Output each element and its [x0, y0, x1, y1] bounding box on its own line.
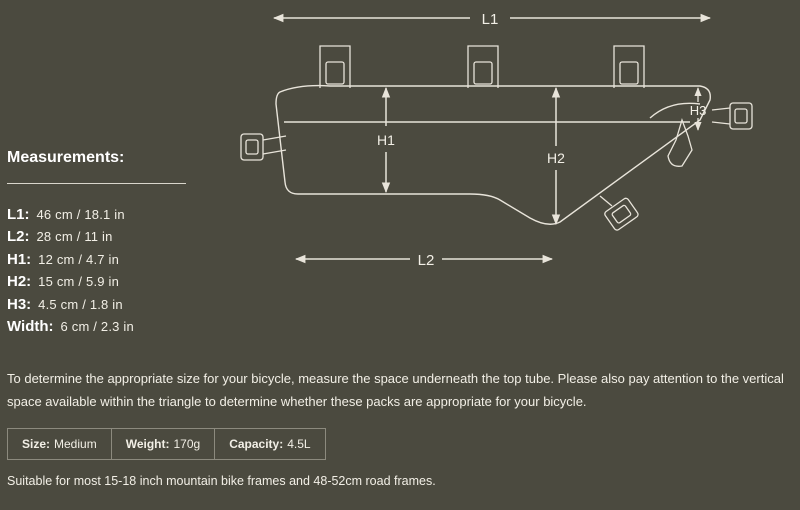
measurement-value: 6 cm / 2.3 in — [60, 319, 134, 335]
measurement-label: H2: — [7, 273, 32, 291]
h3-dimension — [690, 88, 707, 130]
measurement-value: 28 cm / 11 in — [36, 229, 113, 245]
l1-dimension — [274, 11, 710, 28]
spec-value: 4.5L — [287, 437, 311, 451]
measurement-label: H1: — [7, 250, 32, 268]
sizing-instructions: To determine the appropriate size for your bicycle, measure the space underneath the top tube. Please also pay attention to the vertical space available within the triangle to determine whether these packs are appropriate for your bicycle. — [7, 371, 784, 409]
measurement-label: L2: — [7, 228, 30, 246]
h2-label: H2 — [547, 150, 565, 166]
h1-dimension — [377, 88, 395, 192]
measurement-label: Width: — [7, 318, 54, 336]
spec-key: Size: — [22, 437, 51, 451]
measurement-row-l1 — [7, 203, 134, 226]
spec-key: Weight: — [125, 437, 170, 451]
measurement-value: 15 cm / 5.9 in — [38, 274, 120, 290]
spec-size — [8, 429, 112, 459]
h3-label: H3 — [689, 103, 707, 118]
measurement-row-l2 — [7, 226, 134, 249]
measurements-divider — [7, 183, 186, 184]
spec-capacity — [215, 429, 324, 459]
measurement-value: 46 cm / 18.1 in — [36, 206, 125, 222]
spec-key: Capacity: — [229, 437, 284, 451]
top-strap-icons — [320, 46, 644, 88]
measurement-label: H3: — [7, 295, 32, 313]
measurement-row-h2 — [7, 271, 134, 294]
measurement-value: 12 cm / 4.7 in — [38, 251, 120, 267]
bag-outline — [276, 86, 710, 225]
h1-label: H1 — [377, 132, 395, 148]
measurement-label: L1: — [7, 205, 30, 223]
measurements-list — [7, 203, 134, 338]
measurement-row-width — [7, 316, 134, 339]
l2-dimension — [296, 252, 552, 269]
measurements-heading: Measurements: — [7, 149, 125, 166]
measurement-value: 4.5 cm / 1.8 in — [38, 296, 123, 312]
h2-dimension — [547, 88, 565, 224]
spec-table — [7, 428, 326, 460]
measurement-row-h3 — [7, 293, 134, 316]
spec-value: Medium — [54, 437, 97, 451]
spec-weight — [112, 429, 215, 459]
measurement-row-h1 — [7, 248, 134, 271]
spec-value: 170g — [173, 437, 201, 451]
l2-label: L2 — [417, 252, 435, 269]
frame-suitability-note: Suitable for most 15-18 inch mountain bike frames and 48-52cm road frames. — [7, 474, 436, 488]
l1-label: L1 — [481, 11, 499, 28]
